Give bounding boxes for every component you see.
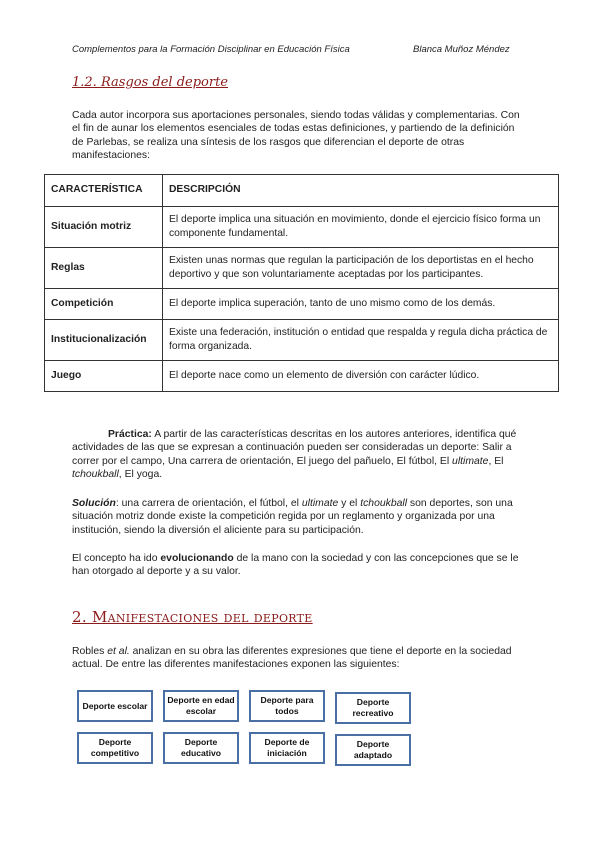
solucion-text: : una carrera de orientación, el fútbol, el: [115, 498, 302, 509]
solucion-text: y el: [338, 498, 361, 509]
manifestation-box: Deporte de iniciación: [249, 732, 325, 764]
solucion-paragraph: [72, 497, 528, 537]
header-author: Blanca Muñoz Méndez: [413, 44, 510, 55]
practica-label: Práctica:: [108, 429, 152, 440]
robles-text: Robles: [72, 646, 108, 657]
row-description: El deporte nace como un elemento de diversión con carácter lúdico.: [163, 361, 559, 392]
practica-text: A partir de las características descritas en los autores anteriores, identifica qué actividades de las que se expresan a continuación pueden ser consideradas un deporte: Salir a correr por el campo, Una carrera de orientación, El juego del pañuelo, El fútbol, El: [72, 429, 517, 467]
manifestation-box: Deporte en edad escolar: [163, 690, 239, 722]
evolucion-paragraph: [72, 552, 528, 579]
row-characteristic: Situación motriz: [45, 207, 163, 248]
manifestation-box: Deporte escolar: [77, 690, 153, 722]
evolucion-text: de la mano con la sociedad y con las concepciones que se le han otorgado al deporte y a su valor.: [72, 553, 519, 578]
row-characteristic: Competición: [45, 289, 163, 320]
table-header-row: [45, 175, 559, 207]
manifestation-box: Deporte competitivo: [77, 732, 153, 764]
header-course-title: Complementos para la Formación Disciplinar en Educación Física: [72, 44, 350, 55]
table-row: [45, 248, 559, 289]
solucion-text: son deportes, son una situación motriz donde existe la competición regida por un reglamento y organizada por una institución, siendo la diversión el aliciente para su participación.: [72, 498, 513, 536]
solucion-label: Solución: [72, 498, 116, 509]
manifestation-box: Deporte adaptado: [335, 734, 411, 766]
practica-paragraph: [72, 428, 528, 482]
table-row: [45, 320, 559, 361]
robles-paragraph: [72, 645, 528, 672]
evolucion-text: El concepto ha ido: [72, 553, 161, 564]
row-description: Existe una federación, institución o entidad que respalda y regula dicha práctica de forma organizada.: [163, 320, 559, 361]
practica-em: tchoukball: [72, 469, 119, 481]
table-header-cell: CARACTERÍSTICA: [45, 175, 163, 207]
row-description: El deporte implica una situación en movimiento, donde el ejercicio físico forma un componente fundamental.: [163, 207, 559, 248]
intro-paragraph: Cada autor incorpora sus aportaciones personales, siendo todas válidas y complementarias. Con el fin de aunar los elementos esenciales de todas estas definiciones, y partiendo de la definición de Parlebas, se realiza una síntesis de los rasgos que diferencian el deporte de otras manifestaciones:: [72, 110, 520, 162]
section-title: 1.2. Rasgos del deporte: [72, 75, 228, 90]
solucion-em: tchoukball: [360, 498, 408, 509]
row-characteristic: Institucionalización: [45, 320, 163, 361]
row-description: El deporte implica superación, tanto de uno mismo como de los demás.: [163, 289, 559, 320]
rasgos-table: [44, 174, 559, 392]
practica-em: ultimate: [452, 455, 489, 467]
table-row: [45, 289, 559, 320]
table-row: [45, 361, 559, 392]
row-description: Existen unas normas que regulan la participación de los deportistas en el hecho deportivo y que son voluntariamente aceptadas por los participantes.: [163, 248, 559, 289]
row-characteristic: Reglas: [45, 248, 163, 289]
section2-title: 2. Manifestaciones del deporte: [72, 608, 313, 626]
robles-em: et al.: [107, 646, 130, 657]
table-header-cell: DESCRIPCIÓN: [163, 175, 559, 207]
evolucion-bold: evolucionando: [160, 553, 234, 564]
manifestation-box: Deporte para todos: [249, 690, 325, 722]
manifestation-box: Deporte educativo: [163, 732, 239, 764]
table-row: [45, 207, 559, 248]
manifestation-box: Deporte recreativo: [335, 692, 411, 724]
row-characteristic: Juego: [45, 361, 163, 392]
solucion-em: ultimate: [301, 498, 339, 509]
robles-text: analizan en su obra las diferentes expresiones que tiene el deporte en la sociedad actual. De entre las diferentes manifestaciones exponen las siguientes:: [72, 646, 512, 671]
practica-text: , El: [488, 455, 504, 467]
practica-text: , El yoga.: [118, 469, 163, 481]
